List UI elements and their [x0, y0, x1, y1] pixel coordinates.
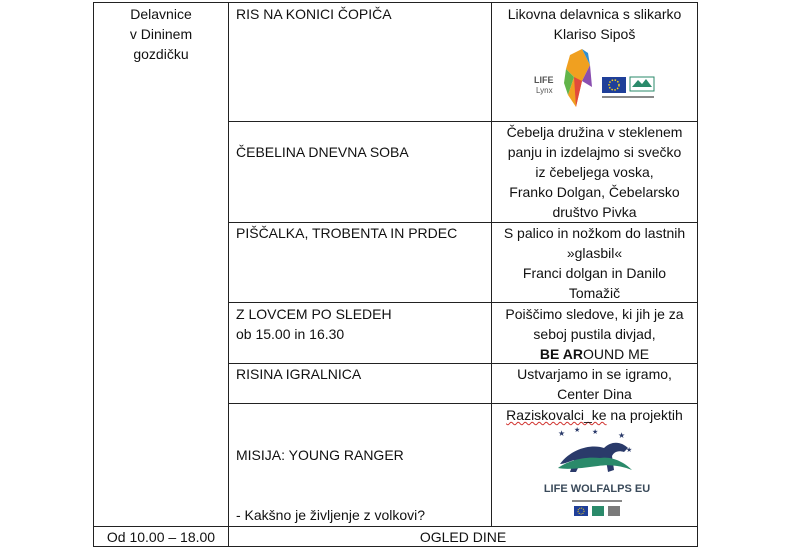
workshop-title: RIS NA KONICI ČOPIČA: [236, 6, 392, 22]
table-border-top: [93, 2, 698, 3]
workshop-title: ČEBELINA DNEVNA SOBA: [236, 144, 409, 160]
life-lynx-logo: [530, 47, 660, 109]
table-border-right: [697, 2, 698, 547]
svg-text:★: ★: [618, 431, 626, 440]
workshop-description: Poiščimo sledove, ki jih je za seboj pustila divjad, BE AROUND ME: [505, 306, 684, 362]
table-border-left: [93, 2, 94, 547]
workshop-section-label: Delavnice v Dininem gozdičku: [129, 6, 193, 62]
workshop-title: RISINA IGRALNICA: [236, 366, 362, 382]
svg-text:★: ★: [574, 427, 581, 434]
workshop-description: Raziskovalci_ke na projektih: [506, 407, 683, 423]
svg-text:★: ★: [558, 429, 566, 438]
svg-text:★: ★: [626, 447, 633, 454]
workshop-description: S palico in nožkom do lastnih »glasbil« Franci dolgan in Danilo Tomažič: [503, 225, 686, 301]
workshop-title: Z LOVCEM PO SLEDEH ob 15.00 in 16.30: [236, 306, 392, 342]
life-wolfalps-logo: [543, 426, 651, 524]
opening-hours: Od 10.00 – 18.00: [106, 529, 216, 545]
svg-text:★: ★: [592, 429, 599, 436]
workshop-title: MISIJA: YOUNG RANGER - Kakšno je življenje z volkovi?: [236, 447, 426, 523]
workshop-description: Likovna delavnica s slikarko Klariso Sipoš: [507, 6, 682, 42]
workshop-description: Čebelja družina v steklenem panju in izdelajmo si svečko iz čebeljega voska, Franko Dolgan, Čebelarsko društvo Pivka: [506, 124, 683, 220]
spellcheck-marked-word: Raziskovalci_ke: [506, 407, 607, 423]
workshop-title: PIŠČALKA, TROBENTA IN PRDEC: [236, 225, 458, 241]
lynx-logo-text-top: LIFE: [534, 75, 554, 85]
column-divider: [228, 2, 229, 547]
wolfalps-logo-text: LIFE WOLFALPS EU: [543, 483, 651, 495]
lynx-logo-text-bottom: Lynx: [536, 86, 553, 95]
workshop-description: Ustvarjamo in se igramo, Center Dina: [517, 366, 672, 402]
dina-visit-label: OGLED DINE: [419, 529, 507, 545]
bold-fragment: BE AR: [539, 346, 583, 362]
